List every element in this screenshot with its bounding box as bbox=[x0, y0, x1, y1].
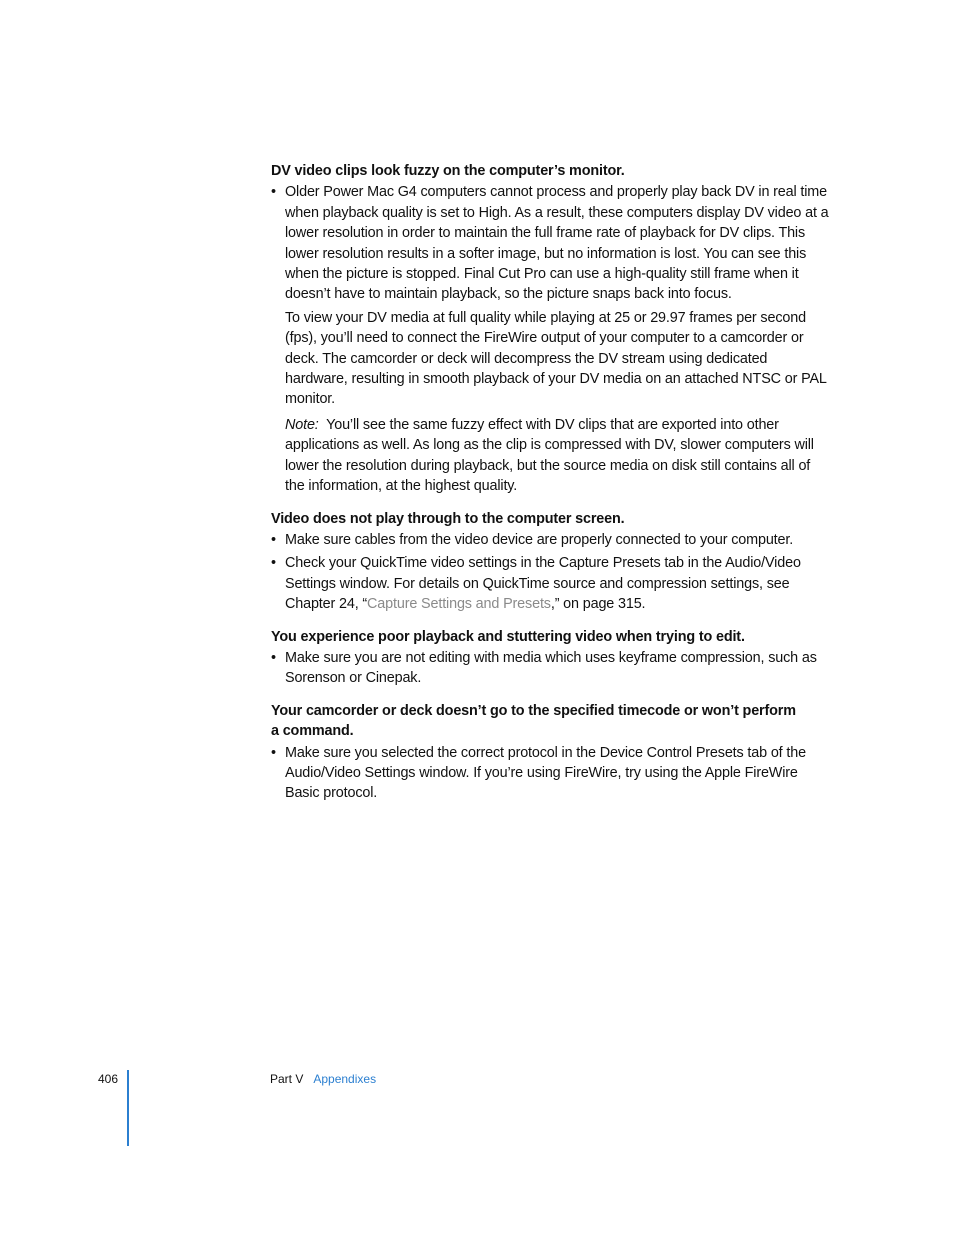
section-heading: DV video clips look fuzzy on the computer’s monitor. bbox=[271, 163, 625, 179]
heading-line-1: Your camcorder or deck doesn’t go to the specified timecode or won’t perform bbox=[271, 702, 796, 719]
footer-breadcrumb bbox=[270, 1072, 376, 1086]
bullet-item bbox=[271, 182, 831, 304]
bullet-item bbox=[271, 648, 831, 689]
section-poor-playback bbox=[271, 627, 831, 689]
heading-line-2: a command. bbox=[271, 723, 354, 740]
footer-divider bbox=[127, 1070, 129, 1146]
footer-part-label: Part V bbox=[270, 1072, 304, 1086]
cross-reference-link[interactable]: Capture Settings and Presets bbox=[367, 596, 551, 613]
bullet-marker: • bbox=[271, 744, 276, 761]
bullet-text: Make sure cables from the video device are properly connected to your computer. bbox=[285, 531, 794, 548]
bullet-marker: • bbox=[271, 555, 276, 572]
page-content bbox=[271, 161, 831, 816]
bullet-text: Make sure you selected the correct protocol in the Device Control Presets tab of the Audio/Video Settings window. If you’re using FireWire, try using the Apple FireWire Basic protocol. bbox=[285, 744, 806, 802]
bullet-text-post: ,” on page 315. bbox=[550, 596, 646, 613]
section-heading bbox=[271, 701, 831, 742]
bullet-item bbox=[271, 530, 831, 550]
bullet-item bbox=[271, 743, 831, 804]
bullet-text: Make sure you are not editing with media which uses keyframe compression, such as Sorenson or Cinepak. bbox=[285, 649, 817, 687]
bullet-text: Older Power Mac G4 computers cannot process and properly play back DV in real time when playback quality is set to High. As a result, these computers display DV video at a lower resolution in order to maintain the full frame rate of playback for DV clips. This lower resolution results in a softer image, but no information is lost. You can see this when the picture is stopped. Final Cut Pro can use a high-quality still frame when it doesn’t have to maintain playback, so the picture snaps back into focus. bbox=[285, 184, 829, 303]
section-heading: You experience poor playback and stuttering video when trying to edit. bbox=[271, 628, 745, 645]
indented-paragraph: To view your DV media at full quality while playing at 25 or 29.97 frames per second (fps), you’ll need to connect the FireWire output of your computer to a camcorder or deck. The camcorder or deck will decompress the DV stream using dedicated hardware, resulting in smooth playback of your DV media on an attached NTSC or PAL monitor. bbox=[285, 309, 827, 408]
bullet-item bbox=[271, 553, 831, 614]
bullet-text-pre: Check your QuickTime video settings in the Capture Presets tab in the Audio/Video Settings window. For details on QuickTime source and compression settings, see Chapter 24, “ bbox=[285, 555, 801, 613]
bullet-marker: • bbox=[271, 531, 276, 548]
section-dv-fuzzy bbox=[271, 161, 831, 497]
bullet-marker: • bbox=[271, 184, 276, 201]
section-heading: Video does not play through to the computer screen. bbox=[271, 510, 625, 527]
bullet-marker: • bbox=[271, 649, 276, 666]
note-label: Note: bbox=[285, 416, 319, 433]
footer-section-link[interactable]: Appendixes bbox=[313, 1072, 377, 1086]
section-device-control bbox=[271, 701, 831, 804]
note-text: You’ll see the same fuzzy effect with DV clips that are exported into other applications as well. As long as the clip is compressed with DV, slower computers will lower the resolution during playback, but the source media on disk still contains all of the information, at the highest quality. bbox=[285, 416, 814, 495]
note-paragraph bbox=[271, 415, 831, 497]
page-number: 406 bbox=[98, 1072, 119, 1086]
section-video-playthrough bbox=[271, 509, 831, 615]
